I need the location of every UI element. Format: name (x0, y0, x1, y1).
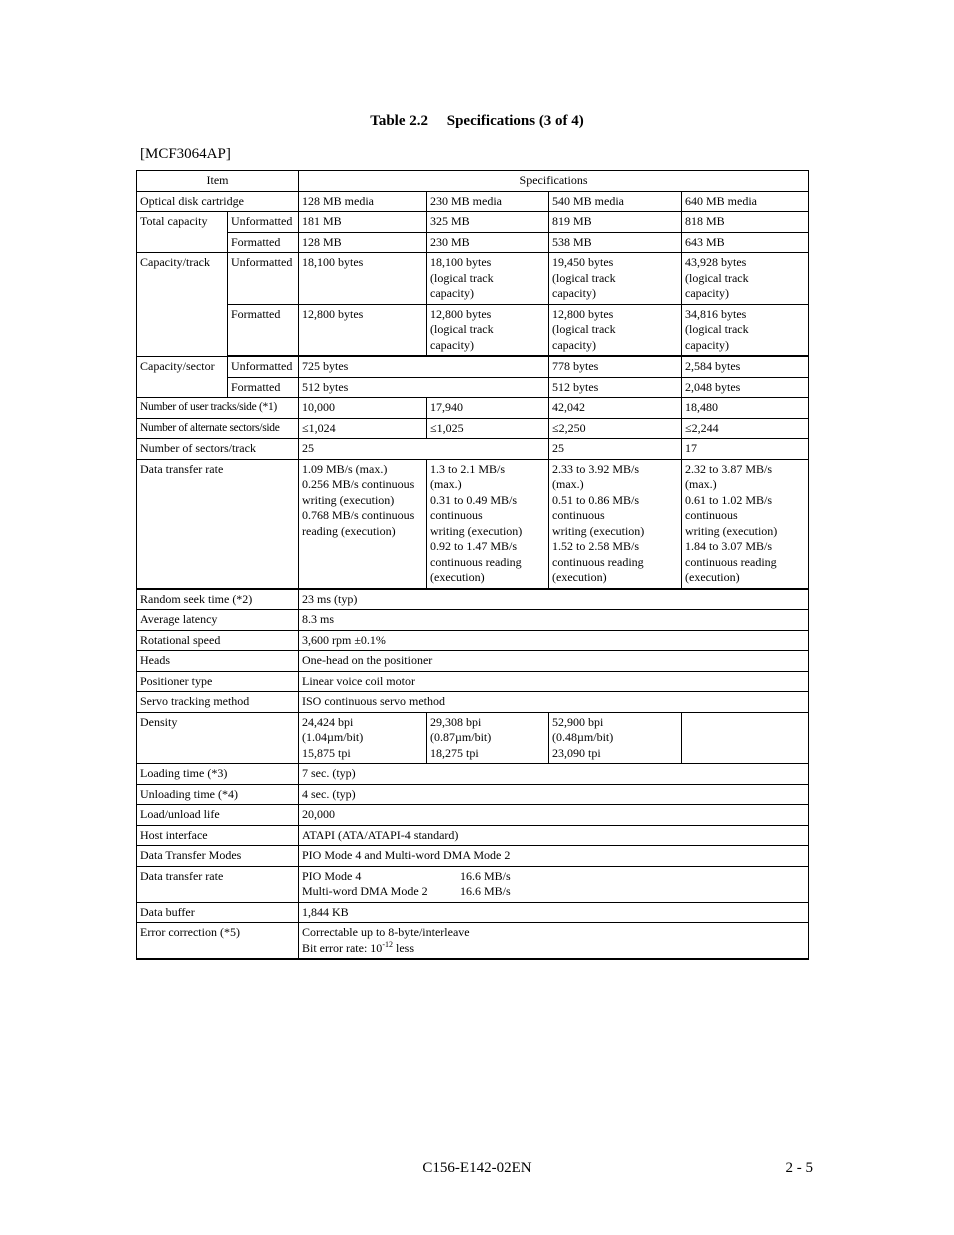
cell-line: (execution) (552, 570, 607, 584)
page-number: 2 - 5 (785, 1160, 813, 1176)
cell-line: 0.256 MB/s continuous (302, 477, 415, 491)
table-cell: 10,000 (299, 398, 427, 419)
table-cell: 538 MB (549, 232, 682, 253)
table-row (137, 253, 809, 305)
table-row (137, 923, 809, 960)
table-cell: 643 MB (682, 232, 809, 253)
table-cell: 818 MB (682, 212, 809, 233)
cell-line: (max.) (685, 477, 717, 491)
table-cell: 23 ms (typ) (299, 589, 809, 610)
table-cell: 7 sec. (typ) (299, 764, 809, 785)
row-label: Density (137, 712, 299, 764)
table-cell (682, 459, 809, 589)
cell-line: writing (execution) (430, 523, 523, 538)
table-row (137, 459, 809, 589)
table-cell: PIO Mode 4 and Multi-word DMA Mode 2 (299, 846, 809, 867)
cell-line: 1.3 to 2.1 MB/s (430, 461, 506, 476)
row-label: Total capacity (137, 212, 228, 253)
table-row (137, 651, 809, 672)
table-cell: ≤1,025 (427, 418, 549, 439)
table-header-row (137, 171, 809, 192)
row-label: Data transfer rate (137, 866, 299, 902)
table-cell: 128 MB (299, 232, 427, 253)
ber-exponent: -12 (382, 939, 393, 949)
cell-line: 29,308 bpi (430, 714, 482, 729)
table-cell: ≤2,250 (549, 418, 682, 439)
model-label: [MCF3064AP] (140, 146, 231, 162)
header-specifications: Specifications (299, 171, 809, 192)
table-cell: 640 MB media (682, 191, 809, 212)
cell-line: 19,450 bytes (552, 255, 614, 269)
cell-line: 0.92 to 1.47 MB/s (430, 539, 518, 553)
row-label: Number of alternate sectors/side (137, 418, 299, 439)
table-row (137, 866, 809, 902)
row-label: Heads (137, 651, 299, 672)
cell-line: 34,816 bytes (685, 306, 747, 321)
table-cell (682, 253, 809, 305)
table-row (137, 212, 809, 233)
row-label: Loading time (*3) (137, 764, 299, 785)
cell-line: capacity) (430, 286, 474, 300)
cell-line: (1.04µm/bit) (302, 730, 364, 744)
table-cell: 25 (549, 439, 682, 460)
cell-line: continuous reading (685, 554, 777, 569)
cell-line: writing (execution) (552, 523, 645, 538)
table-cell: 3,600 rpm ±0.1% (299, 630, 809, 651)
table-cell (299, 712, 427, 764)
table-cell (299, 866, 809, 902)
table-cell: 1,844 KB (299, 902, 809, 923)
cell-line: (execution) (430, 570, 485, 584)
table-cell (427, 253, 549, 305)
cell-line: 12,800 bytes (430, 306, 492, 321)
row-label: Host interface (137, 825, 299, 846)
table-cell (549, 304, 682, 356)
cell-line: 23,090 tpi (552, 745, 601, 760)
table-cell (549, 253, 682, 305)
cell-line: 24,424 bpi (302, 714, 354, 729)
table-cell: 18,480 (682, 398, 809, 419)
row-label: Data buffer (137, 902, 299, 923)
cell-line: continuous (685, 508, 738, 522)
table-cell (549, 459, 682, 589)
table-cell (682, 304, 809, 356)
pio-rate: 16.6 MB/s (460, 868, 511, 883)
table-cell: ≤2,244 (682, 418, 809, 439)
table-row (137, 304, 809, 356)
table-cell (427, 459, 549, 589)
cell-line: 1.52 to 2.58 MB/s (552, 539, 640, 553)
table-row (137, 356, 809, 377)
cell-line: (logical track (430, 270, 494, 285)
cell-line: continuous (430, 508, 483, 522)
sub-label: Unformatted (228, 253, 299, 305)
cell-line: 12,800 bytes (302, 306, 364, 321)
cell-line: continuous (552, 508, 605, 522)
table-row (137, 805, 809, 826)
row-label: Data Transfer Modes (137, 846, 299, 867)
table-row (137, 377, 809, 398)
table-cell: 17 (682, 439, 809, 460)
table-row (137, 418, 809, 439)
cell-line: continuous reading (430, 554, 522, 569)
row-label: Positioner type (137, 671, 299, 692)
row-label: Capacity/sector (137, 356, 228, 398)
table-caption: Table 2.2 Specifications (3 of 4) (370, 113, 584, 129)
cell-line: capacity) (685, 286, 729, 300)
sub-label: Formatted (228, 304, 299, 356)
cell-line: (max.) (552, 477, 584, 491)
table-cell: 4 sec. (typ) (299, 784, 809, 805)
sub-label: Formatted (228, 232, 299, 253)
table-row (137, 232, 809, 253)
table-cell: 325 MB (427, 212, 549, 233)
table-row (137, 191, 809, 212)
table-cell: 512 bytes (299, 377, 549, 398)
ber-suffix: less (392, 940, 414, 955)
table-row (137, 825, 809, 846)
cell-line: (logical track (685, 322, 749, 336)
cell-line: (execution) (685, 570, 740, 584)
table-row (137, 692, 809, 713)
table-cell (427, 712, 549, 764)
cell-line: 15,875 tpi (302, 745, 351, 760)
table-row (137, 630, 809, 651)
row-label: Number of sectors/track (137, 439, 299, 460)
table-row (137, 784, 809, 805)
table-row (137, 846, 809, 867)
table-cell (299, 459, 427, 589)
cell-line: (0.87µm/bit) (430, 730, 492, 744)
row-label: Rotational speed (137, 630, 299, 651)
row-label: Data transfer rate (137, 459, 299, 589)
table-cell: 2,048 bytes (682, 377, 809, 398)
cell-line: 0.61 to 1.02 MB/s (685, 492, 773, 507)
cell-line: continuous reading (552, 554, 644, 569)
ber-prefix: Bit error rate: 10 (302, 940, 383, 955)
cell-line: 2.33 to 3.92 MB/s (552, 461, 640, 476)
header-item: Item (137, 171, 299, 192)
bit-error-rate-line (302, 941, 805, 957)
table-cell (549, 712, 682, 764)
row-label: Average latency (137, 610, 299, 631)
cell-line: 18,100 bytes (302, 255, 364, 269)
cell-line: (logical track (552, 322, 616, 336)
table-cell: ATAPI (ATA/ATAPI-4 standard) (299, 825, 809, 846)
cell-line: 52,900 bpi (552, 714, 604, 729)
table-row (137, 589, 809, 610)
sub-label: Unformatted (228, 356, 299, 377)
cell-line: capacity) (685, 337, 729, 352)
table-cell: ≤1,024 (299, 418, 427, 439)
specifications-table (136, 170, 809, 960)
table-cell: 778 bytes (549, 356, 682, 377)
table-cell: 25 (299, 439, 549, 460)
table-cell: 42,042 (549, 398, 682, 419)
table-row (137, 712, 809, 764)
sub-label: Formatted (228, 377, 299, 398)
cell-line: (logical track (430, 322, 494, 336)
cell-line: 43,928 bytes (685, 255, 747, 269)
dma-mode: Multi-word DMA Mode 2 (302, 884, 428, 898)
table-cell: 128 MB media (299, 191, 427, 212)
table-cell: 230 MB (427, 232, 549, 253)
table-cell: 2,584 bytes (682, 356, 809, 377)
cell-line: writing (execution) (302, 492, 395, 507)
row-label: Capacity/track (137, 253, 228, 357)
cell-line: 18,100 bytes (430, 255, 492, 269)
table-cell: 540 MB media (549, 191, 682, 212)
cell-line: 1.09 MB/s (max.) (302, 461, 388, 476)
table-cell: 17,940 (427, 398, 549, 419)
row-label: Load/unload life (137, 805, 299, 826)
table-row (137, 902, 809, 923)
table-cell: Linear voice coil motor (299, 671, 809, 692)
cell-line: capacity) (552, 286, 596, 300)
cell-line: 1.84 to 3.07 MB/s (685, 539, 773, 553)
cell-line: 2.32 to 3.87 MB/s (685, 461, 773, 476)
table-cell: ISO continuous servo method (299, 692, 809, 713)
row-label: Servo tracking method (137, 692, 299, 713)
row-label: Random seek time (*2) (137, 589, 299, 610)
table-cell: 181 MB (299, 212, 427, 233)
cell-line: capacity) (552, 337, 596, 352)
cell-line: 12,800 bytes (552, 306, 614, 321)
cell-line: (0.48µm/bit) (552, 730, 614, 744)
table-row (137, 671, 809, 692)
cell-line: capacity) (430, 337, 474, 352)
sub-label: Unformatted (228, 212, 299, 233)
row-label: Number of user tracks/side (*1) (137, 398, 299, 419)
cell-line: 0.768 MB/s continuous (302, 508, 415, 522)
table-cell: 512 bytes (549, 377, 682, 398)
cell-line: 0.31 to 0.49 MB/s (430, 492, 518, 507)
row-label: Unloading time (*4) (137, 784, 299, 805)
pio-mode: PIO Mode 4 (302, 868, 362, 883)
table-cell (299, 304, 427, 356)
dma-rate: 16.6 MB/s (460, 884, 511, 898)
table-cell: 8.3 ms (299, 610, 809, 631)
error-correction-line: Correctable up to 8-byte/interleave (302, 925, 470, 939)
table-row (137, 398, 809, 419)
table-cell (427, 304, 549, 356)
table-cell: 725 bytes (299, 356, 549, 377)
table-row (137, 439, 809, 460)
cell-line: writing (execution) (685, 523, 778, 538)
table-cell (682, 712, 809, 764)
table-cell: 819 MB (549, 212, 682, 233)
table-cell: 20,000 (299, 805, 809, 826)
table-cell: One-head on the positioner (299, 651, 809, 672)
table-cell (299, 923, 809, 960)
table-cell: 230 MB media (427, 191, 549, 212)
table-cell (299, 253, 427, 305)
cell-line: (logical track (552, 270, 616, 285)
row-label: Optical disk cartridge (137, 191, 299, 212)
table-row (137, 610, 809, 631)
row-label: Error correction (*5) (137, 923, 299, 960)
cell-line: 0.51 to 0.86 MB/s (552, 492, 640, 507)
table-row (137, 764, 809, 785)
cell-line: (logical track (685, 270, 749, 285)
cell-line: 18,275 tpi (430, 745, 479, 760)
cell-line: reading (execution) (302, 523, 396, 538)
document-code: C156-E142-02EN (422, 1160, 532, 1176)
cell-line: (max.) (430, 477, 462, 491)
